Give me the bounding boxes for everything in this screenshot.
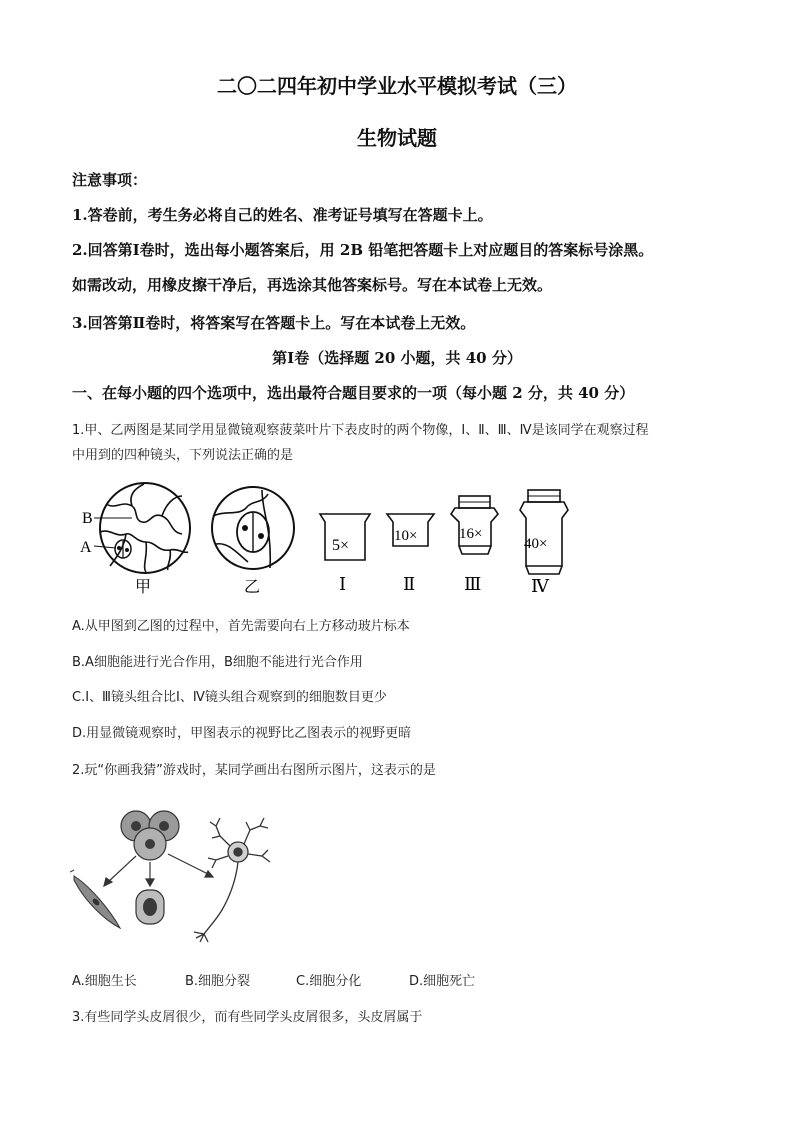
arrows bbox=[104, 854, 213, 886]
field-of-view-yi bbox=[212, 487, 294, 569]
option-a: A.细胞生长 bbox=[72, 974, 137, 989]
muscle-cell bbox=[70, 870, 120, 928]
label-a: A bbox=[80, 539, 92, 556]
exam-title: 二〇二四年初中学业水平模拟考试（三） bbox=[217, 74, 577, 98]
lens-numeral: Ⅳ bbox=[531, 576, 549, 596]
option-d: D.用显微镜观察时，甲图表示的视野比乙图表示的视野更暗 bbox=[72, 726, 412, 741]
option-b: B.A细胞能进行光合作用，B细胞不能进行光合作用 bbox=[72, 655, 363, 670]
exam-subtitle: 生物试题 bbox=[357, 126, 437, 150]
lens-mark: 40× bbox=[524, 536, 548, 552]
notice-item: 1.答卷前，考生务必将自己的姓名、准考证号填写在答题卡上。 bbox=[72, 206, 493, 224]
lens-numeral: Ⅰ bbox=[339, 574, 347, 594]
cell-differentiation-figure bbox=[70, 800, 280, 950]
lens-numeral: Ⅱ bbox=[403, 574, 416, 594]
option-c: C.细胞分化 bbox=[296, 974, 362, 989]
lens-numeral: Ⅲ bbox=[464, 574, 482, 594]
lens-mark: 16× bbox=[459, 526, 483, 542]
square-cell bbox=[136, 890, 164, 924]
objective-lens-3 bbox=[451, 496, 498, 554]
notice-item: 3.回答第Ⅱ卷时，将答案写在答题卡上。写在本试卷上无效。 bbox=[72, 314, 476, 332]
question-stem: 中用到的四种镜头，下列说法正确的是 bbox=[72, 448, 294, 463]
caption-jia: 甲 bbox=[135, 579, 152, 596]
neuron-cell bbox=[194, 818, 270, 942]
question-stem: 2.玩“你画我猜”游戏时，某同学画出右图所示图片，这表示的是 bbox=[72, 763, 436, 778]
field-of-view-jia bbox=[94, 483, 190, 573]
caption-yi: 乙 bbox=[244, 579, 261, 596]
option-b: B.细胞分裂 bbox=[185, 974, 251, 989]
objective-lens-4 bbox=[520, 490, 568, 574]
notice-item: 如需改动，用橡皮擦干净后，再选涂其他答案标号。写在本试卷上无效。 bbox=[72, 276, 553, 294]
option-c: C.Ⅰ、Ⅲ镜头组合比Ⅰ、Ⅳ镜头组合观察到的细胞数目更少 bbox=[72, 690, 387, 705]
notice-item: 2.回答第Ⅰ卷时，选出每小题答案后，用 2B 铅笔把答题卡上对应题目的答案标号涂黑。 bbox=[72, 241, 654, 259]
part-title: 一、在每小题的四个选项中，选出最符合题目要求的一项（每小题 2 分，共 40 分） bbox=[72, 384, 635, 402]
question-stem: 3.有些同学头皮屑很少，而有些同学头皮屑很多，头皮屑属于 bbox=[72, 1010, 423, 1025]
stem-cells bbox=[121, 811, 179, 860]
notice-heading: 注意事项： bbox=[72, 171, 148, 189]
option-d: D.细胞死亡 bbox=[409, 974, 476, 989]
lens-mark: 5× bbox=[332, 537, 350, 554]
label-b: B bbox=[82, 510, 93, 527]
microscope-figure bbox=[76, 482, 576, 600]
question-stem: 1.甲、乙两图是某同学用显微镜观察菠菜叶片下表皮时的两个物像，Ⅰ、Ⅱ、Ⅲ、Ⅳ是该同学在观察过程 bbox=[72, 423, 649, 438]
section-title: 第Ⅰ卷（选择题 20 小题，共 40 分） bbox=[272, 349, 522, 367]
lens-mark: 10× bbox=[394, 528, 418, 544]
option-a: A.从甲图到乙图的过程中，首先需要向右上方移动玻片标本 bbox=[72, 619, 410, 634]
